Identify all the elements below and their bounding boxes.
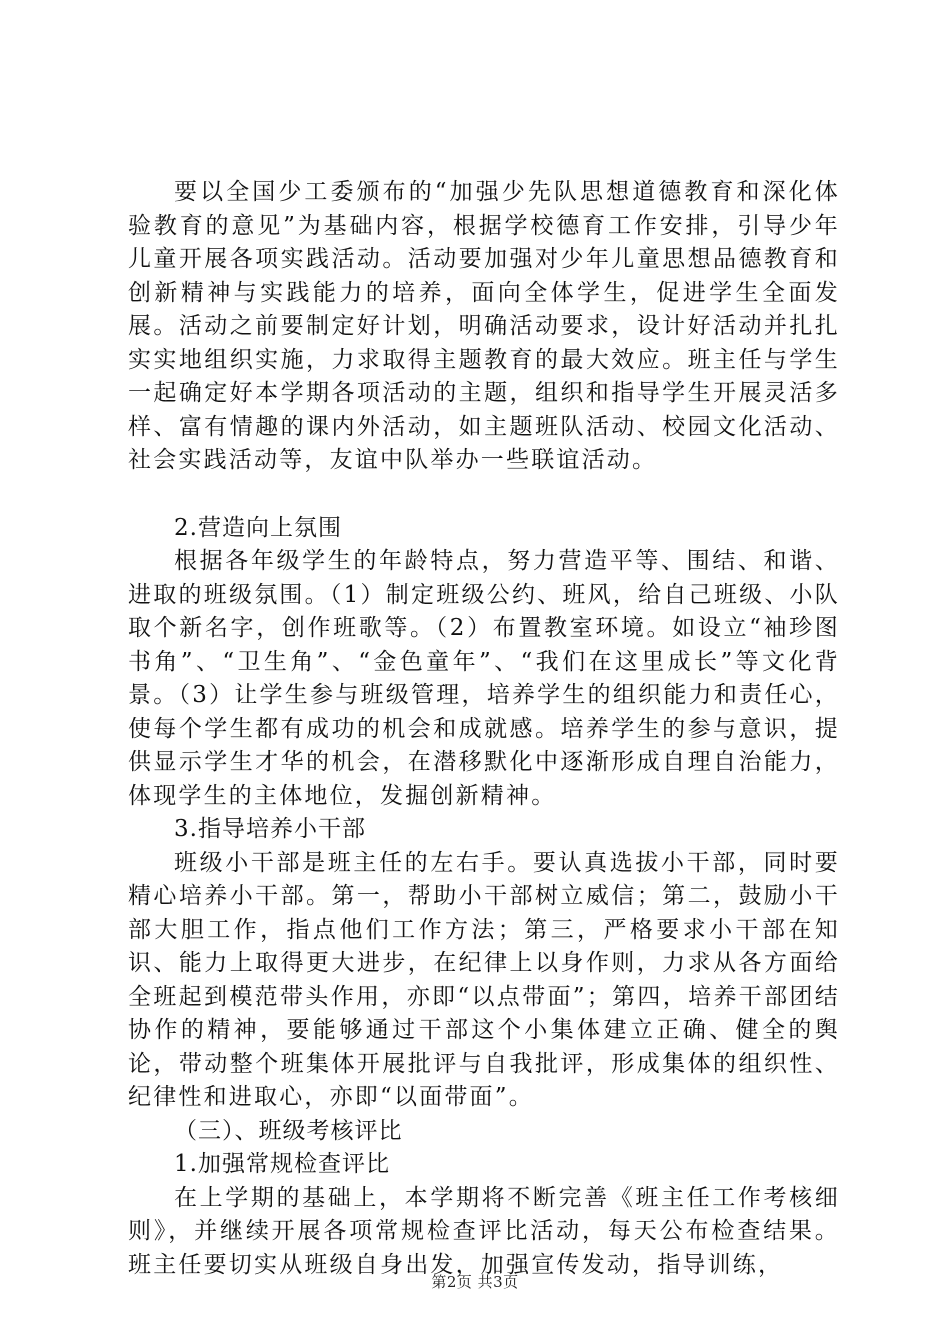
paragraph-routine-inspection: 在上学期的基础上，本学期将不断完善《班主任工作考核细则》，并继续开展各项常规检查评比活动，每天公布检查结果。班主任要切实从班级自身出发，加强宣传发动，指导训练， [128, 1184, 840, 1278]
page-footer: 第2页 共3页 [431, 1273, 519, 1291]
paragraph-practice-activities: 要以全国少工委颁布的“加强少先队思想道德教育和深化体验教育的意见”为基础内容，根据学校德育工作安排，引导少年儿童开展各项实践活动。活动要加强对少年儿童思想品德教育和创新精神与实践能力的培养，面向全体学生，促进学生全面发展。活动之前要制定好计划，明确活动要求，设计好活动并扎扎实实地组织实施，力求取得主题教育的最大效应。班主任与学生一起确定好本学期各项活动的主题，组织和指导学生开展灵活多样、富有情趣的课内外活动，如主题班队活动、校园文化活动、社会实践活动等，友谊中队举办一些联谊活动。 [128, 179, 840, 473]
paragraph-class-cadres: 班级小干部是班主任的左右手。要认真选拔小干部，同时要精心培养小干部。第一，帮助小干部树立威信；第二，鼓励小干部大胆工作，指点他们工作方法；第三，严格要求小干部在知识、能力上取得更大进步，在纪律上以身作则，力求从各方面给全班起到模范带头作用，亦即“以点带面”；第四，培养干部团结协作的精神，要能够通过干部这个小集体建立正确、健全的舆论，带动整个班集体开展批评与自我批评，形成集体的组织性、纪律性和进取心，亦即“以面带面”。 [128, 849, 840, 1110]
heading-class-assessment: （三）、班级考核评比 [174, 1117, 403, 1144]
paragraph-gap [128, 478, 840, 512]
document-body [128, 176, 840, 1282]
heading-class-cadres: 3.指导培养小干部 [174, 816, 366, 842]
paragraph-class-atmosphere: 根据各年级学生的年龄特点，努力营造平等、围结、和谐、进取的班级氛围。（1）制定班级公约、班风，给自己班级、小队取个新名字，创作班歌等。（2）布置教室环境。如设立“袖珍图书角”、“卫生角”、“金色童年”、“我们在这里成长”等文化背景。（3）让学生参与班级管理，培养学生的组织能力和责任心，使每个学生都有成功的机会和成就感。培养学生的参与意识，提供显示学生才华的机会，在潜移默化中逐渐形成自理自治能力，体现学生的主体地位，发掘创新精神。 [128, 548, 840, 809]
heading-atmosphere: 2.营造向上氛围 [174, 514, 342, 541]
heading-routine-inspection: 1.加强常规检查评比 [174, 1151, 390, 1177]
